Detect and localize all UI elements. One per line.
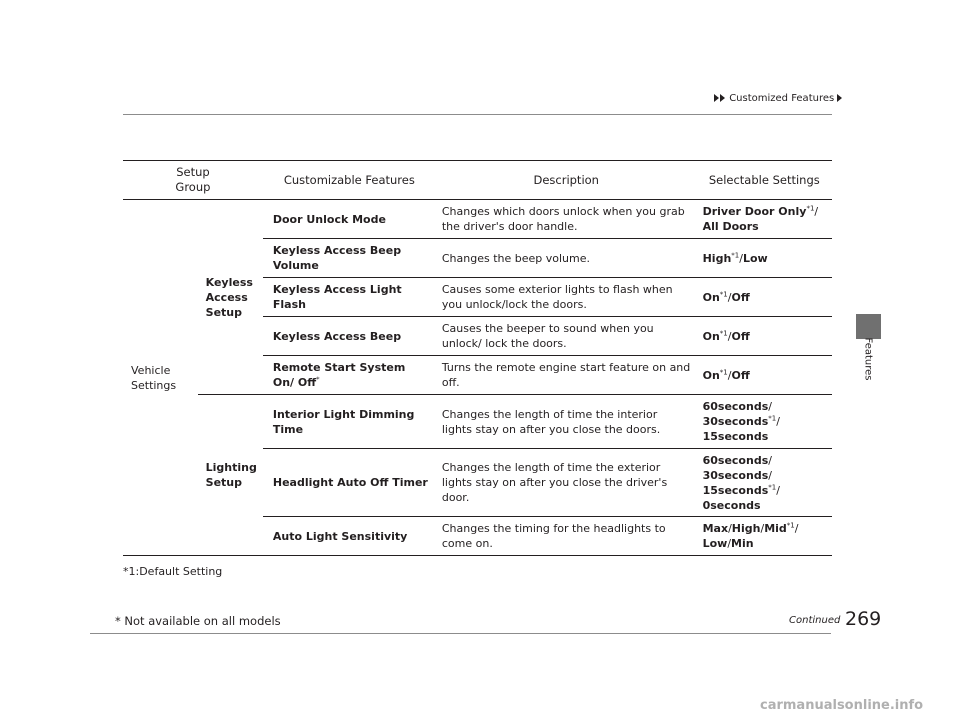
default-setting-mark: *1 — [731, 250, 740, 259]
column-header-setup-group — [123, 161, 263, 200]
selectable-settings — [697, 517, 832, 556]
section-tab-label: Features — [862, 337, 874, 381]
setting-separator: / — [776, 483, 780, 497]
setting-separator: / — [727, 329, 732, 343]
setting-separator: / — [727, 290, 732, 304]
availability-mark: * — [316, 375, 320, 384]
column-header-settings: Selectable Settings — [697, 161, 832, 200]
customizable-features-table — [123, 160, 832, 556]
feature-name: Auto Light Sensitivity — [263, 517, 436, 556]
setting-option: Max — [702, 522, 729, 535]
arrow-right-icon — [837, 94, 842, 102]
setting-option: Low — [702, 537, 728, 550]
feature-description: Turns the remote engine start feature on and off. — [436, 356, 697, 395]
setting-option: 0seconds — [702, 498, 761, 512]
header-rule — [123, 114, 832, 115]
setting-option: Low — [742, 251, 768, 265]
setting-option: 60seconds — [702, 400, 769, 413]
setting-separator: / — [814, 205, 819, 218]
continued-label: Continued — [789, 615, 841, 626]
arrow-right-icon — [714, 94, 719, 102]
setting-option: 60seconds — [702, 453, 769, 467]
setting-option: 15seconds — [702, 430, 769, 443]
setting-option: Off — [731, 329, 750, 343]
feature-description: Changes which doors unlock when you grab the driver's door handle. — [436, 200, 697, 239]
setting-option: All Doors — [702, 220, 759, 233]
arrow-right-icon — [720, 94, 725, 102]
setting-separator: / — [768, 400, 772, 413]
feature-name: Door Unlock Mode — [263, 200, 436, 239]
setting-option: 15seconds — [702, 483, 769, 497]
setting-option: 30seconds — [702, 415, 769, 428]
setting-separator: / — [727, 368, 732, 382]
feature-description: Causes some exterior lights to flash when you unlock/lock the doors. — [436, 278, 697, 317]
feature-name: Keyless Access Beep Volume — [263, 239, 436, 278]
setting-option: Driver Door Only — [702, 205, 807, 218]
feature-description: Changes the length of time the exterior lights stay on after you close the driver's door. — [436, 449, 697, 517]
table-row — [123, 395, 832, 449]
setting-separator: / — [760, 522, 765, 535]
subgroup-keyless-access-setup: Keyless Access Setup — [198, 200, 263, 395]
feature-name: Interior Light Dimming Time — [263, 395, 436, 449]
setting-separator: / — [794, 522, 799, 535]
column-header-label: Setup Group — [175, 165, 211, 194]
setting-option: On — [702, 290, 720, 304]
section-tab[interactable] — [856, 335, 881, 395]
setting-separator: / — [768, 453, 772, 467]
column-header-description: Description — [436, 161, 697, 200]
setting-option: Off — [731, 368, 750, 382]
subgroup-lighting-setup: Lighting Setup — [198, 395, 263, 556]
setting-option: Off — [731, 290, 750, 304]
breadcrumb-label: Customized Features — [729, 93, 835, 104]
setting-option: High — [731, 522, 761, 535]
selectable-settings — [697, 239, 832, 278]
setting-option: On — [702, 329, 720, 343]
page-number: 269 — [845, 608, 882, 630]
default-setting-mark: *1 — [719, 367, 728, 376]
feature-name: Keyless Access Beep — [263, 317, 436, 356]
setting-option: 30seconds — [702, 468, 769, 482]
feature-description: Changes the length of time the interior lights stay on after you close the doors. — [436, 395, 697, 449]
default-setting-mark: *1 — [786, 521, 795, 530]
selectable-settings — [697, 395, 832, 449]
table-row — [123, 200, 832, 239]
selectable-settings — [697, 278, 832, 317]
watermark: carmanualsonline.info — [760, 698, 924, 713]
feature-name: Keyless Access Light Flash — [263, 278, 436, 317]
footer-rule — [90, 633, 831, 634]
breadcrumb[interactable] — [714, 93, 843, 104]
setting-option: On — [702, 368, 720, 382]
setting-separator: / — [776, 415, 780, 428]
setting-option: High — [702, 251, 732, 265]
setting-option: Min — [731, 537, 754, 550]
default-setting-mark: *1 — [719, 289, 728, 298]
setting-option: Mid — [764, 522, 787, 535]
default-setting-mark: *1 — [806, 204, 815, 213]
setup-group-vehicle-settings: Vehicle Settings — [123, 200, 198, 556]
selectable-settings — [697, 200, 832, 239]
selectable-settings — [697, 317, 832, 356]
feature-name: Headlight Auto Off Timer — [263, 449, 436, 517]
setting-separator: / — [728, 522, 732, 535]
default-setting-mark: *1 — [719, 328, 728, 337]
selectable-settings — [697, 449, 832, 517]
not-available-note: * Not available on all models — [115, 614, 281, 628]
default-setting-footnote: *1:Default Setting — [123, 565, 223, 578]
feature-name: Remote Start System On/ Off* — [263, 356, 436, 395]
setting-separator: / — [739, 251, 743, 265]
table-header-row — [123, 161, 832, 200]
setting-separator: / — [768, 468, 772, 482]
feature-description: Changes the timing for the headlights to come on. — [436, 517, 697, 556]
feature-description: Changes the beep volume. — [436, 239, 697, 278]
setting-separator: / — [727, 537, 732, 550]
selectable-settings — [697, 356, 832, 395]
default-setting-mark: *1 — [768, 414, 777, 423]
column-header-features: Customizable Features — [263, 161, 436, 200]
feature-description: Causes the beeper to sound when you unlock/ lock the doors. — [436, 317, 697, 356]
default-setting-mark: *1 — [768, 482, 777, 491]
